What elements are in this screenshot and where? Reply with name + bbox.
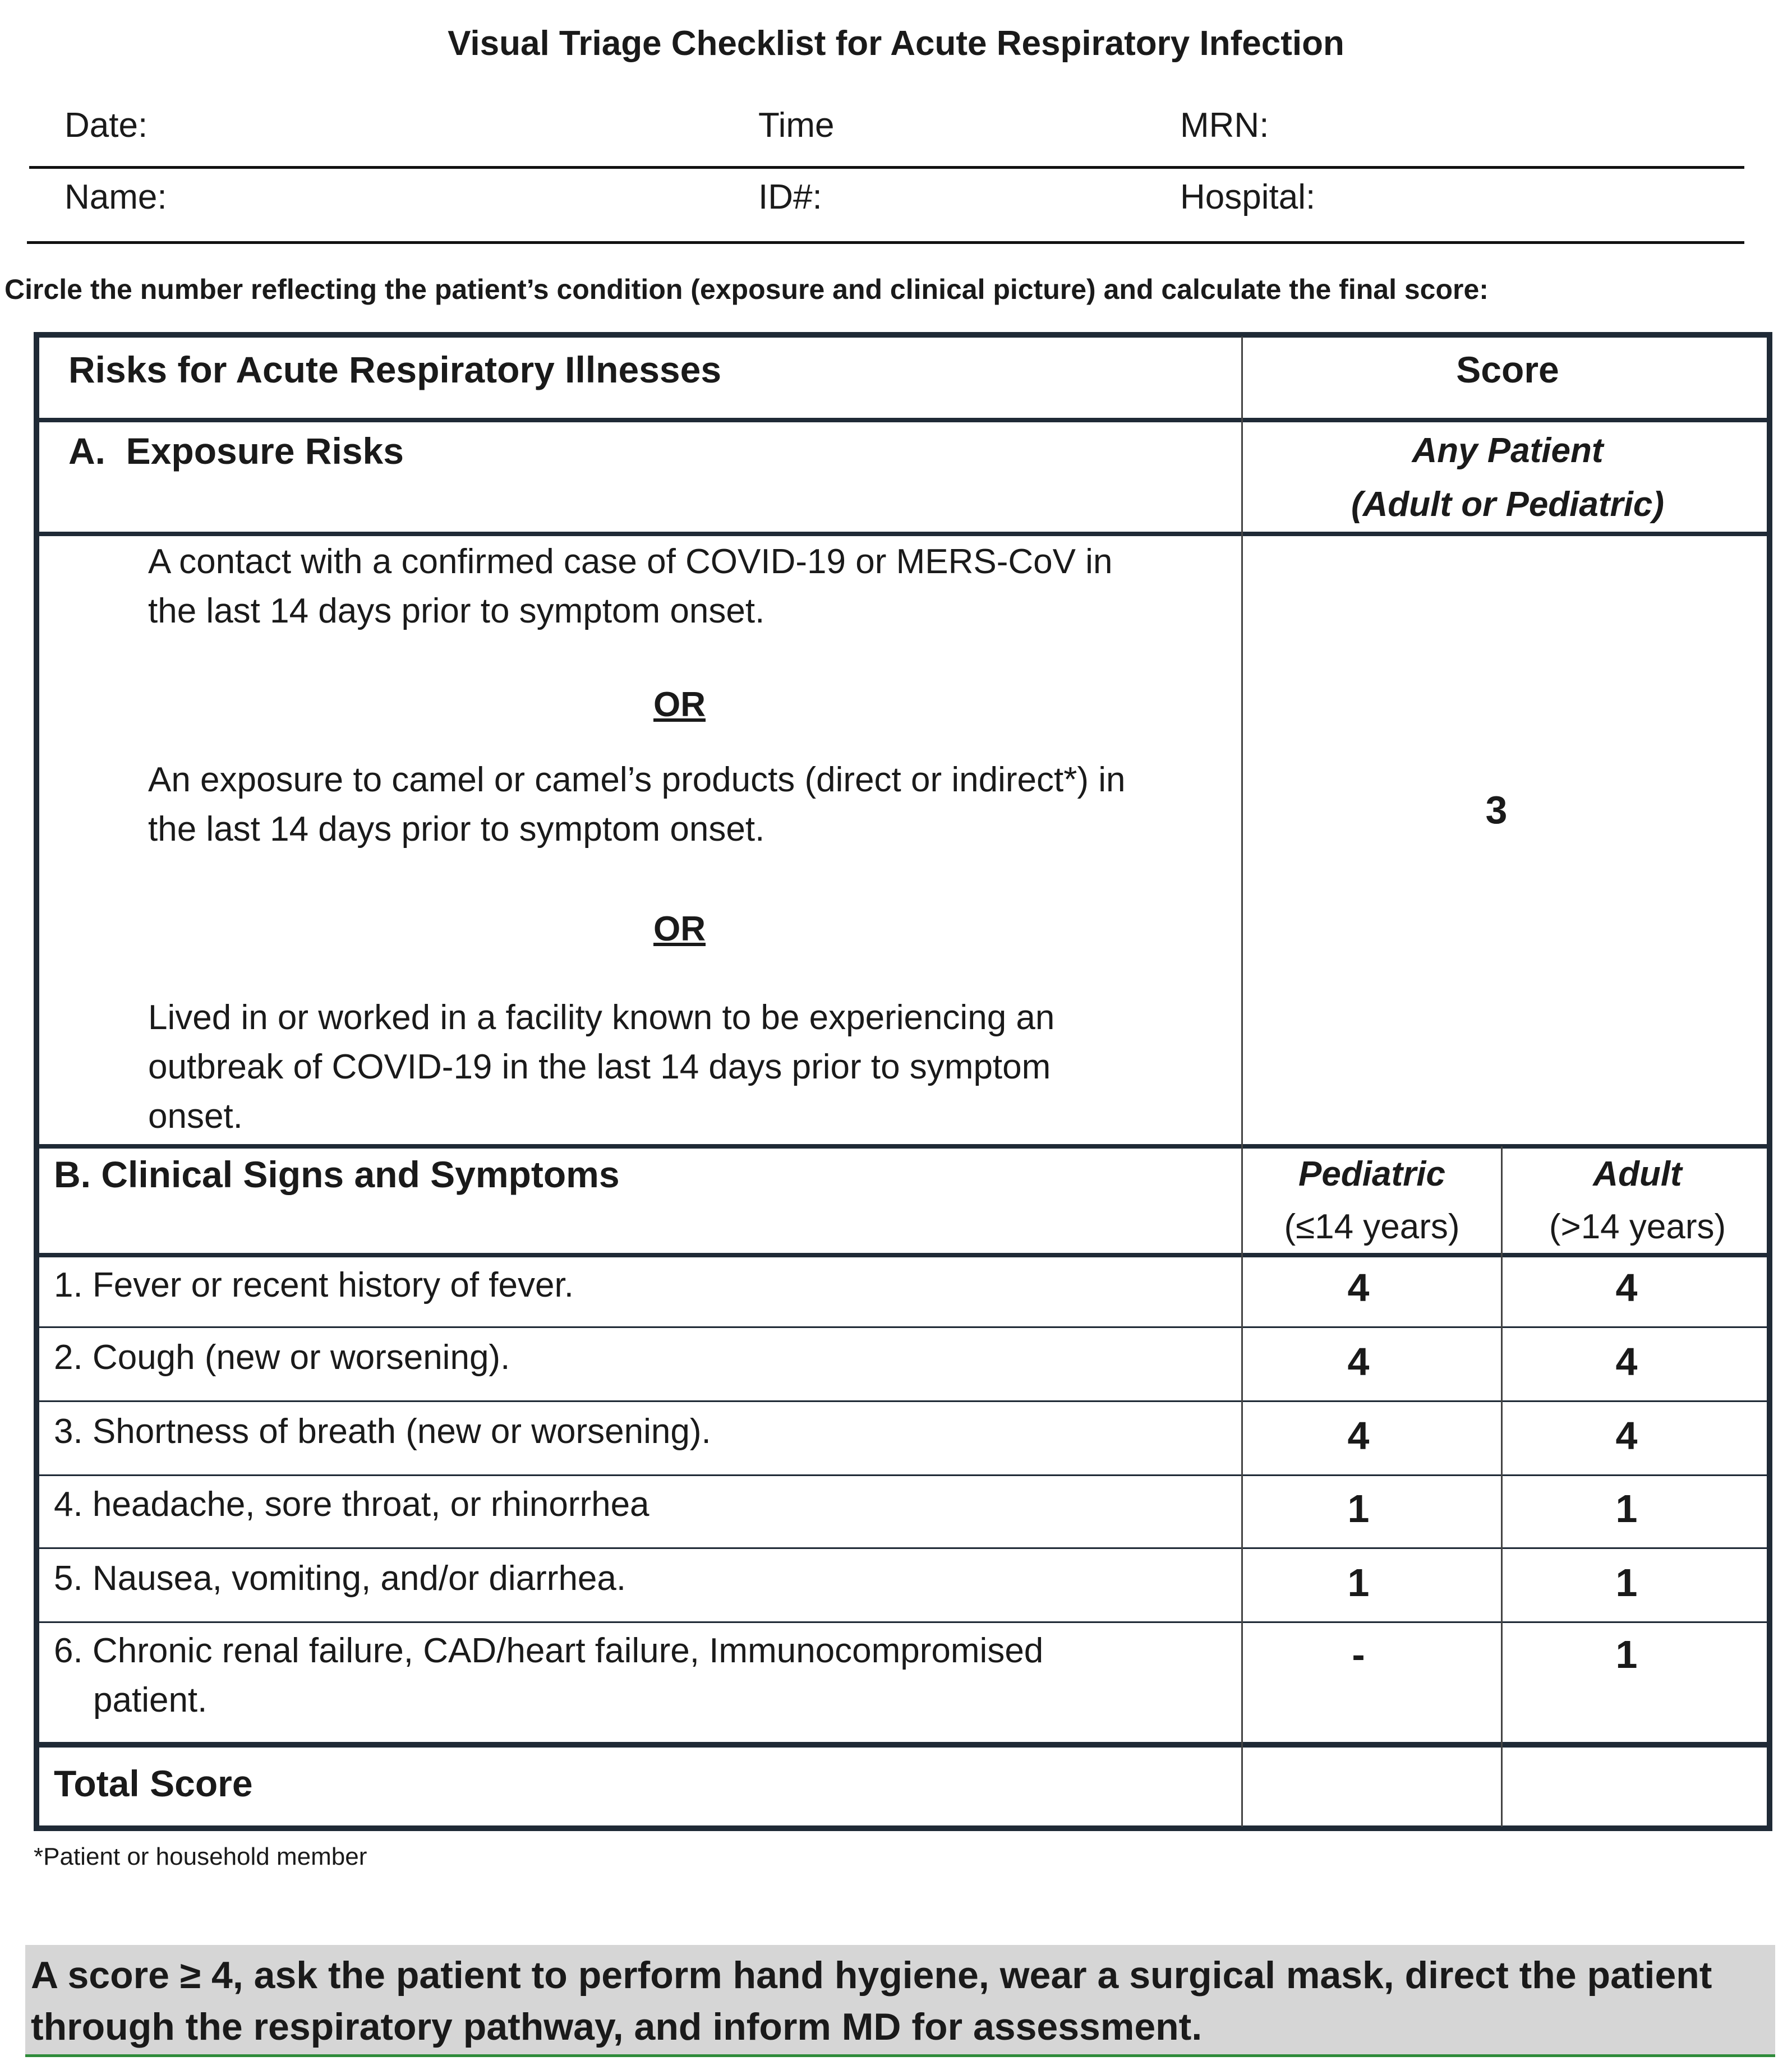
adult-score[interactable]: 4	[1615, 1414, 1638, 1458]
section-b-heading: B. Clinical Signs and Symptoms	[54, 1154, 620, 1195]
pediatric-score[interactable]: 1	[1347, 1487, 1370, 1530]
row-divider	[34, 532, 1772, 536]
page-title: Visual Triage Checklist for Acute Respiratory Infection	[448, 24, 1344, 63]
id-label: ID#:	[758, 178, 822, 216]
row-divider	[34, 1621, 1772, 1623]
adult-label: Adult	[1593, 1155, 1682, 1193]
row-divider	[34, 1547, 1772, 1549]
total-score-pediatric-cell[interactable]	[1245, 1750, 1499, 1823]
adult-score[interactable]: 4	[1615, 1340, 1638, 1384]
hospital-label: Hospital:	[1180, 178, 1316, 216]
column-divider	[1241, 336, 1243, 1827]
total-score-label: Total Score	[54, 1763, 253, 1804]
exposure-item-1-line1: A contact with a confirmed case of COVID-19 or MERS-CoV in	[148, 542, 1113, 581]
exposure-item-3-line1: Lived in or worked in a facility known to be experiencing an	[148, 998, 1055, 1037]
exposure-item-2-line2: the last 14 days prior to symptom onset.	[148, 810, 765, 849]
name-label: Name:	[65, 178, 167, 216]
symptom-row-label: 3. Shortness of breath (new or worsening).	[54, 1412, 711, 1451]
section-a-heading: A. Exposure Risks	[68, 430, 404, 472]
any-patient-label: Any Patient	[1412, 431, 1604, 470]
pediatric-score[interactable]: 4	[1347, 1340, 1370, 1384]
instruction-text: Circle the number reflecting the patient’s condition (exposure and clinical picture) and calculate the final score:	[4, 274, 1489, 305]
exposure-item-1-line2: the last 14 days prior to symptom onset.	[148, 592, 765, 630]
symptom-row-label: 6. Chronic renal failure, CAD/heart failure, Immunocompromised	[54, 1631, 1044, 1670]
pediatric-label: Pediatric	[1298, 1155, 1445, 1193]
symptom-row-label: 1. Fever or recent history of fever.	[54, 1266, 574, 1304]
pediatric-age-label: (≤14 years)	[1284, 1207, 1460, 1246]
pediatric-score[interactable]: 4	[1347, 1266, 1370, 1310]
adult-score[interactable]: 1	[1615, 1633, 1638, 1676]
or-separator: OR	[653, 910, 706, 948]
time-label: Time	[758, 106, 835, 145]
adult-score[interactable]: 1	[1615, 1561, 1638, 1605]
symptom-row-label-continued: patient.	[93, 1681, 208, 1719]
symptom-row-label: 2. Cough (new or worsening).	[54, 1338, 510, 1377]
adult-or-pediatric-label: (Adult or Pediatric)	[1351, 485, 1665, 524]
pediatric-score[interactable]: 4	[1347, 1414, 1370, 1458]
or-separator: OR	[653, 685, 706, 724]
pediatric-score[interactable]: 1	[1347, 1561, 1370, 1605]
row-divider	[34, 1253, 1772, 1257]
adult-score[interactable]: 4	[1615, 1266, 1638, 1310]
date-label: Date:	[65, 106, 148, 145]
mrn-label: MRN:	[1180, 106, 1269, 145]
guidance-line-1: A score ≥ 4, ask the patient to perform hand hygiene, wear a surgical mask, direct the patient	[31, 1954, 1712, 1997]
footnote: *Patient or household member	[34, 1843, 367, 1870]
total-score-adult-cell[interactable]	[1505, 1750, 1768, 1823]
exposure-item-3-line2: outbreak of COVID-19 in the last 14 days prior to symptom	[148, 1048, 1051, 1086]
adult-age-label: (>14 years)	[1549, 1207, 1726, 1246]
row-divider	[34, 418, 1772, 422]
row-divider	[34, 1400, 1772, 1402]
exposure-item-3-line3: onset.	[148, 1097, 243, 1136]
risks-column-header: Risks for Acute Respiratory Illnesses	[68, 349, 722, 390]
adult-score[interactable]: 1	[1615, 1487, 1638, 1530]
exposure-score[interactable]: 3	[1485, 788, 1508, 832]
row-divider	[34, 1742, 1772, 1748]
exposure-item-2-line1: An exposure to camel or camel’s products (direct or indirect*) in	[148, 760, 1126, 799]
row-divider	[34, 1326, 1772, 1328]
symptom-row-label: 4. headache, sore throat, or rhinorrhea	[54, 1485, 649, 1524]
row-divider	[34, 1474, 1772, 1476]
guidance-banner	[25, 1945, 1775, 2057]
score-column-header: Score	[1456, 349, 1559, 390]
symptom-row-label: 5. Nausea, vomiting, and/or diarrhea.	[54, 1559, 626, 1598]
header-divider-2	[27, 241, 1744, 244]
guidance-line-2: through the respiratory pathway, and inform MD for assessment.	[31, 2006, 1203, 2048]
pediatric-score[interactable]: -	[1352, 1633, 1365, 1676]
row-divider	[34, 1144, 1772, 1149]
guidance-text	[31, 1949, 1770, 2053]
header-divider-1	[29, 166, 1744, 169]
